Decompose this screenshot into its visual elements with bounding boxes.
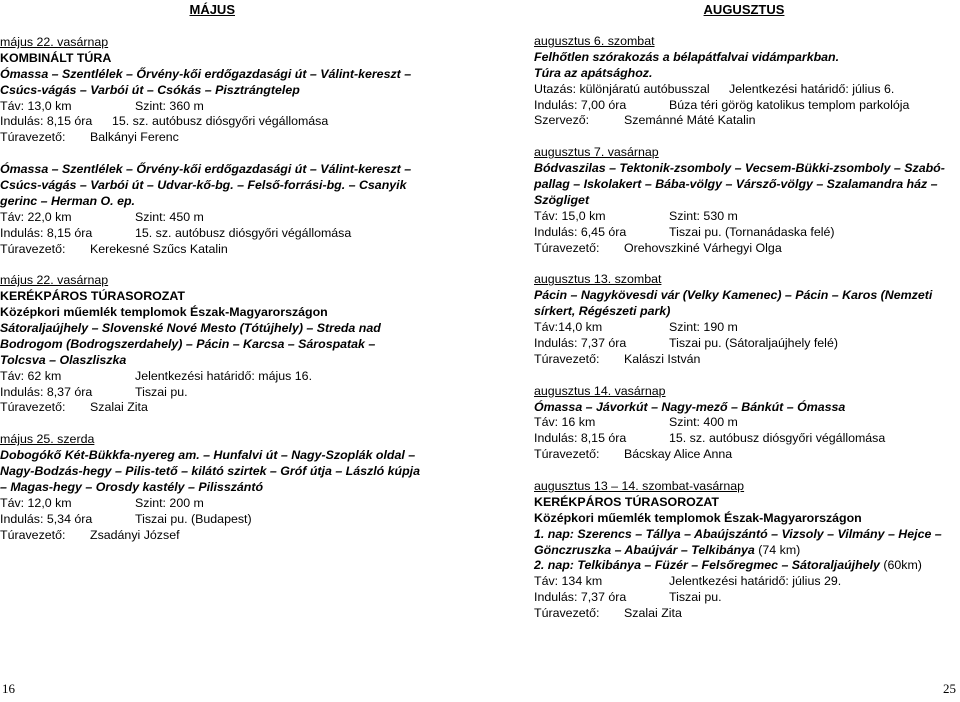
- departure-place: Tiszai pu.: [135, 384, 188, 399]
- elevation: Szint: 360 m: [135, 98, 204, 113]
- departure-time: Indulás: 6,45 óra: [534, 224, 627, 239]
- distance: Táv: 12,0 km: [0, 495, 72, 510]
- guide-label: Túravezető:: [534, 447, 600, 462]
- departure-place: Tiszai pu. (Sátoraljaújhely felé): [669, 335, 838, 350]
- distance: Táv:14,0 km: [534, 320, 603, 334]
- page-number-right: 25: [943, 681, 956, 697]
- event-aug-14: [534, 384, 954, 463]
- guide-name: Zsadányi József: [90, 527, 180, 542]
- departure-row: [0, 114, 470, 130]
- departure-row: [534, 431, 954, 447]
- guide-name: Balkányi Ferenc: [90, 130, 179, 145]
- distance: Táv: 16 km: [534, 415, 596, 430]
- registration-deadline: Jelentkezési határidő: július 29.: [669, 574, 842, 589]
- distance: Táv: 134 km: [534, 574, 603, 589]
- guide-row: [534, 241, 954, 257]
- departure-place: Tiszai pu.: [669, 590, 722, 605]
- guide-row: [534, 447, 954, 463]
- distance-row: [534, 209, 954, 225]
- guide-name: Szalai Zita: [90, 400, 148, 415]
- departure-time: Indulás: 5,34 óra: [0, 511, 93, 526]
- distance-row: [0, 99, 470, 115]
- departure-time: Indulás: 8,15 óra: [534, 431, 627, 446]
- guide-label: Túravezető:: [0, 400, 66, 415]
- event-may-22-bicycle: [0, 273, 470, 416]
- elevation: Szint: 400 m: [669, 415, 738, 430]
- route-line: Csúcs-vágás – Varbói út – Csókás – Pisztrángtelep: [0, 82, 300, 97]
- event-type: KOMBINÁLT TÚRA: [0, 50, 112, 65]
- route-line: – Magas-hegy – Orosdy kastély – Pilisszántó: [0, 479, 264, 494]
- route-line: Gönczruszka – Abaújvár – Telkibánya: [534, 542, 755, 557]
- departure-time: Indulás: 7,37 óra: [534, 335, 627, 350]
- event-date: augusztus 13 – 14. szombat-vasárnap: [534, 479, 745, 493]
- event-date: május 25. szerda: [0, 432, 95, 447]
- month-heading-may: MÁJUS: [189, 2, 235, 17]
- day2-distance: (60km): [879, 558, 922, 573]
- route-line: Tolcsva – Olaszliszka: [0, 352, 127, 367]
- organizer-name: Szemánné Máté Katalin: [624, 113, 756, 128]
- registration-deadline: Jelentkezési határidő: május 16.: [135, 368, 313, 383]
- route-line: Szögliget: [534, 192, 590, 207]
- guide-row: [0, 400, 470, 416]
- distance-row: [534, 415, 954, 431]
- route-line: 2. nap: Telkibánya – Füzér – Felsőregmec – Sátoraljaújhely: [534, 558, 880, 573]
- departure-row: [0, 385, 470, 401]
- departure-time: Indulás: 8,15 óra: [0, 114, 93, 129]
- event-aug-13-14-bicycle: [534, 479, 954, 622]
- event-aug-7: [534, 145, 954, 256]
- route-line: Bodrogom (Bodrogszerdahely) – Pácin – Karcsa – Sárospatak –: [0, 336, 376, 351]
- event-type: KERÉKPÁROS TÚRASOROZAT: [0, 289, 185, 304]
- guide-label: Túravezető:: [534, 351, 600, 366]
- page-number-left: 16: [2, 681, 15, 697]
- route-line: gerinc – Herman O. ep.: [0, 193, 135, 208]
- event-date: augusztus 6. szombat: [534, 34, 655, 48]
- organizer-row: [534, 113, 954, 129]
- event-title: Felhőtlen szórakozás a bélapátfalvai vidámparkban.: [534, 49, 840, 64]
- day1-route-line: 1. nap: Szerencs – Tállya – Abaújszántó – Vizsoly – Vilmány – Hejce –: [534, 526, 942, 541]
- elevation: Szint: 190 m: [669, 320, 738, 334]
- guide-name: Szalai Zita: [624, 606, 682, 620]
- guide-row: [534, 352, 954, 368]
- departure-row: [534, 590, 954, 606]
- guide-label: Túravezető:: [0, 527, 66, 542]
- event-may-22-combined: [0, 35, 470, 146]
- distance-row: [0, 369, 470, 385]
- event-date: augusztus 13. szombat: [534, 272, 662, 287]
- left-page: [0, 0, 470, 543]
- guide-name: Orehovszkiné Várhegyi Olga: [624, 240, 782, 255]
- day1-distance: (74 km): [754, 542, 801, 557]
- departure-place: 15. sz. autóbusz diósgyőri végállomása: [112, 114, 329, 129]
- event-date: augusztus 14. vasárnap: [534, 383, 666, 398]
- guide-row: [0, 528, 470, 544]
- event-date: május 22. vasárnap: [0, 35, 109, 49]
- route-line: Ómassa – Jávorkút – Nagy-mező – Bánkút – Ómassa: [534, 399, 846, 414]
- registration-deadline: Jelentkezési határidő: július 6.: [729, 81, 895, 96]
- guide-row: [0, 242, 470, 258]
- departure-row: [534, 98, 954, 114]
- elevation: Szint: 530 m: [669, 208, 738, 223]
- departure-place: 15. sz. autóbusz diósgyőri végállomása: [669, 431, 886, 446]
- departure-row: [534, 225, 954, 241]
- route-line: Pácin – Nagykövesdi vár (Velky Kamenec) – Pácin – Karos (Nemzeti: [534, 288, 933, 303]
- distance-row: [534, 320, 954, 336]
- distance: Táv: 15,0 km: [534, 208, 606, 223]
- departure-time: Indulás: 8,37 óra: [0, 384, 93, 399]
- route-line: Ómassa – Szentlélek – Őrvény-kői erdőgazdasági út – Válint-kereszt –: [0, 66, 412, 81]
- guide-label: Túravezető:: [0, 130, 66, 145]
- route-line: Nagy-Bodzás-hegy – Pilis-tető – kilátó szirtek – Gróf útja – László kúpja: [0, 464, 421, 478]
- guide-name: Bácskay Alice Anna: [624, 447, 733, 462]
- day2-route: [534, 558, 954, 574]
- departure-row: [534, 336, 954, 352]
- route-line: Sátoraljaújhely – Slovenské Nové Mesto (Tótújhely) – Streda nad: [0, 321, 381, 335]
- event-aug-13: [534, 272, 954, 367]
- departure-time: Indulás: 7,00 óra: [534, 97, 627, 112]
- route-line: sírkert, Régészeti park): [534, 304, 671, 319]
- guide-name: Kalászi István: [624, 351, 701, 366]
- distance-row: [0, 496, 470, 512]
- guide-row: [534, 606, 954, 622]
- right-page: [534, 0, 954, 622]
- elevation: Szint: 200 m: [135, 495, 204, 510]
- guide-label: Túravezető:: [534, 606, 600, 620]
- event-type: KERÉKPÁROS TÚRASOROZAT: [534, 494, 719, 509]
- travel-row: [534, 82, 954, 98]
- departure-place: Búza téri görög katolikus templom parkolója: [669, 97, 910, 112]
- route-line: Dobogókő Két-Bükkfa-nyereg am. – Hunfalvi út – Nagy-Szoplák oldal –: [0, 448, 416, 463]
- route-line: Ómassa – Szentlélek – Őrvény-kői erdőgazdasági út – Válint-kereszt –: [0, 162, 412, 177]
- distance: Táv: 13,0 km: [0, 98, 72, 113]
- guide-label: Túravezető:: [0, 241, 66, 256]
- travel-mode: Utazás: különjáratú autóbusszal: [534, 81, 710, 96]
- departure-row: [0, 512, 470, 528]
- route-line: Bódvaszilas – Tektonik-zsomboly – Vecsem-Bükki-zsomboly – Szabó-: [534, 161, 945, 176]
- event-title: Túra az apátsághoz.: [534, 65, 653, 80]
- departure-time: Indulás: 7,37 óra: [534, 590, 627, 605]
- route-line: pallag – Iskolakert – Bába-völgy – Vársző-völgy – Szalamandra ház –: [534, 177, 938, 191]
- event-subtitle: Középkori műemlék templomok Észak-Magyarországon: [534, 510, 862, 525]
- guide-name: Kerekesné Szűcs Katalin: [90, 241, 228, 256]
- guide-row: [0, 130, 470, 146]
- distance: Táv: 62 km: [0, 368, 62, 383]
- route-line: Csúcs-vágás – Varbói út – Udvar-kő-bg. – Felső-forrási-bg. – Csanyik: [0, 178, 407, 192]
- departure-row: [0, 226, 470, 242]
- departure-place: Tiszai pu. (Budapest): [135, 511, 252, 526]
- day1-route-end: [534, 543, 954, 559]
- event-date: május 22. vasárnap: [0, 273, 109, 288]
- departure-time: Indulás: 8,15 óra: [0, 225, 93, 240]
- guide-label: Túravezető:: [534, 240, 600, 255]
- event-may-22-long: [0, 162, 470, 257]
- elevation: Szint: 450 m: [135, 209, 204, 224]
- departure-place: 15. sz. autóbusz diósgyőri végállomása: [135, 225, 352, 240]
- distance-row: [0, 210, 470, 226]
- event-date: augusztus 7. vasárnap: [534, 145, 659, 160]
- event-subtitle: Középkori műemlék templomok Észak-Magyarországon: [0, 305, 328, 320]
- event-aug-6: [534, 34, 954, 129]
- event-may-25: [0, 432, 470, 543]
- distance: Táv: 22,0 km: [0, 209, 72, 224]
- organizer-label: Szervező:: [534, 113, 590, 128]
- distance-row: [534, 574, 954, 590]
- month-heading-august: AUGUSZTUS: [703, 2, 785, 17]
- departure-place: Tiszai pu. (Tornanádaska felé): [669, 224, 835, 239]
